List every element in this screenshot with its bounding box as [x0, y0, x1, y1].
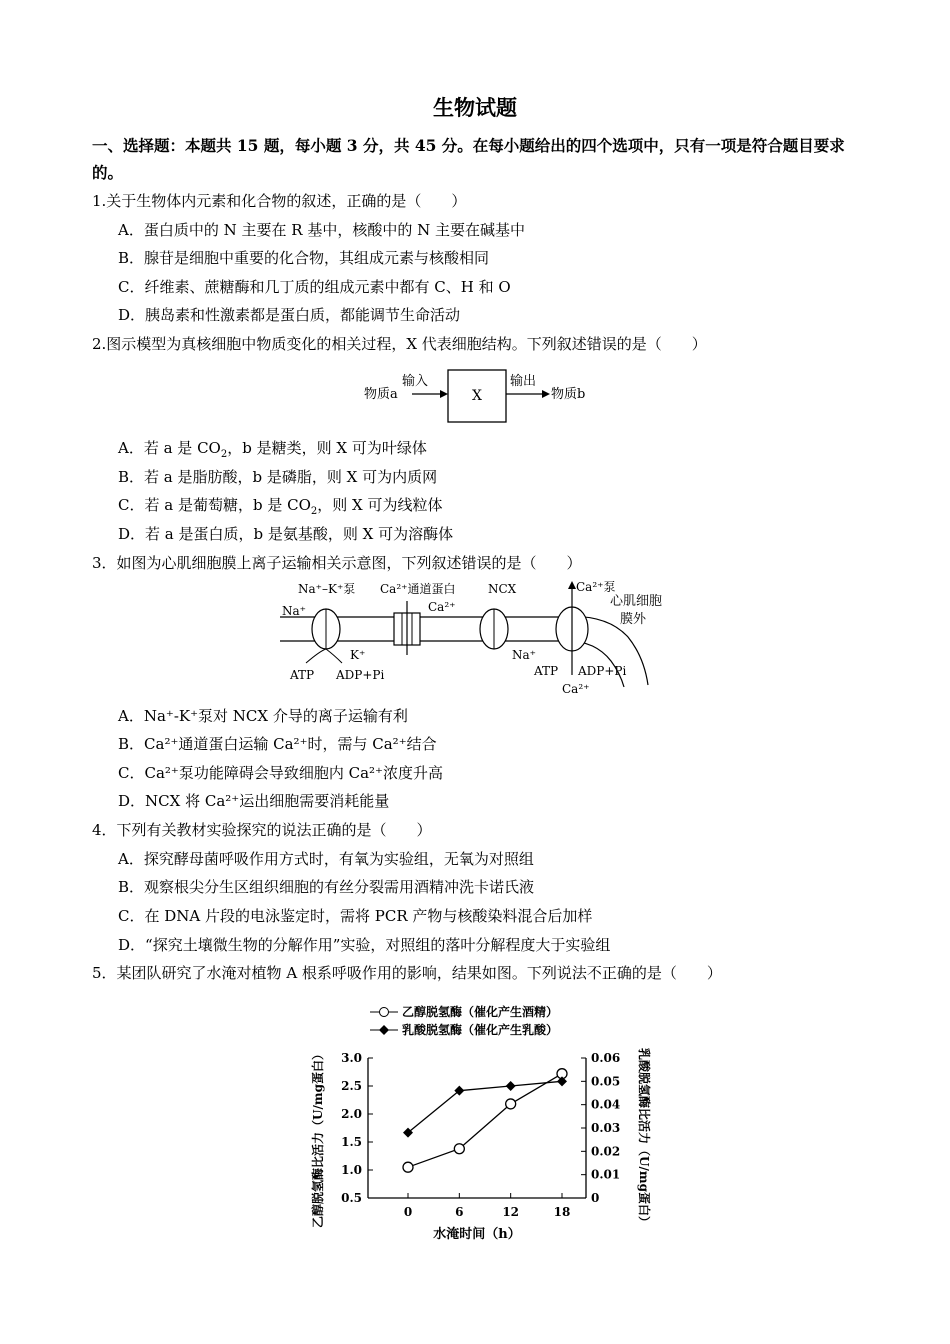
substance-b-label: 物质b: [551, 387, 586, 402]
outside-label-2: 膜外: [620, 612, 647, 627]
x-axis-label: 水淹时间（h）: [433, 1227, 521, 1242]
question-3-option-a: A．Na⁺-K⁺泵对 NCX 介导的离子运输有利: [118, 707, 408, 725]
x-tick-label: 18: [553, 1205, 571, 1219]
y-tick-label-right: 0.03: [591, 1121, 621, 1135]
enzyme-activity-chart: [300, 1000, 660, 1250]
question-2-option-a: A．若 a 是 $CO_2$，b 是糖类，则 X 可为叶绿体: [118, 439, 427, 460]
data-point-lactate: [506, 1081, 516, 1091]
data-point-ethanol: [454, 1144, 464, 1154]
outside-label-1: 心肌细胞: [610, 594, 663, 609]
x-tick-label: 6: [455, 1205, 464, 1219]
ncx-label: NCX: [488, 582, 517, 596]
atp-1-label: ATP: [290, 668, 315, 682]
y-tick-label-right: 0.05: [591, 1074, 621, 1089]
page-title: 生物试题: [433, 95, 517, 120]
y-axis-label-left: 乙醇脱氢酶比活力（U/mg蛋白）: [311, 1048, 325, 1228]
y-tick-label-left: 1.5: [341, 1135, 362, 1149]
legend-label-ethanol: 乙醇脱氢酶（催化产生酒精）: [402, 1005, 559, 1019]
chart-axes: [341, 1051, 620, 1219]
x-tick-label: 0: [403, 1205, 413, 1219]
question-4-option-b: B．观察根尖分生区组织细胞的有丝分裂需用酒精冲洗卡诺氏液: [118, 878, 535, 896]
ca-pump-arrowhead: [568, 581, 576, 589]
process-diagram: [360, 368, 600, 424]
question-1-option-c: C．纤维素、蔗糖酶和几丁质的组成元素中都有 C、H 和 O: [118, 278, 511, 296]
input-arrowhead: [440, 390, 448, 398]
y-tick-label-left: 0.5: [341, 1191, 362, 1205]
question-5-stem: 5．某团队研究了水淹对植物 A 根系呼吸作用的影响，结果如图。下列说法不正确的是（ ）: [92, 964, 722, 982]
y-tick-label-left: 2.5: [341, 1079, 362, 1093]
ca-channel-ion-label: Ca²⁺: [428, 600, 456, 614]
ion-transport-diagram: [276, 575, 666, 701]
question-1-option-a: A．蛋白质中的 N 主要在 R 基中，核酸中的 N 主要在碱基中: [118, 221, 525, 239]
y-tick-label-right: 0: [591, 1191, 600, 1205]
na-k-pump-label: Na⁺–K⁺泵: [298, 582, 356, 596]
question-3-option-d: D．NCX 将 Ca²⁺运出细胞需要消耗能量: [118, 792, 390, 810]
question-2-option-c: C．若 a 是葡萄糖，b 是 $CO_2$，则 X 可为线粒体: [118, 496, 443, 517]
atp-2-label: ATP: [534, 664, 559, 678]
structure-x-label: X: [472, 388, 482, 404]
question-1-stem: 1.关于生物体内元素和化合物的叙述，正确的是（ ）: [92, 192, 467, 210]
data-point-ethanol: [506, 1099, 516, 1109]
ca-channel-label: Ca²⁺通道蛋白: [380, 582, 456, 596]
na-in-label: Na⁺: [282, 604, 306, 618]
y-axis-label-right: 乳酸脱氢酶比活力（U/mg蛋白）: [637, 1048, 651, 1228]
x-tick-label: 12: [502, 1205, 520, 1219]
question-3-stem: 3．如图为心肌细胞膜上离子运输相关示意图，下列叙述错误的是（ ）: [92, 554, 582, 572]
ca-pump-ion-label: Ca²⁺: [562, 682, 590, 696]
output-arrowhead: [542, 390, 550, 398]
y-tick-label-left: 2.0: [341, 1107, 362, 1121]
y-tick-label-right: 0.01: [591, 1167, 621, 1182]
y-tick-label-left: 1.0: [341, 1163, 362, 1177]
series-line-lactate: [408, 1081, 562, 1132]
chart-marks: [403, 1069, 567, 1173]
adp-2-label: ADP+Pi: [578, 664, 627, 678]
question-4-option-c: C．在 DNA 片段的电泳鉴定时，需将 PCR 产物与核酸染料混合后加样: [118, 907, 593, 925]
y-tick-label-left: 3.0: [341, 1051, 362, 1065]
y-tick-label-right: 0.04: [591, 1097, 621, 1112]
question-2-option-b: B．若 a 是脂肪酸，b 是磷脂，则 X 可为内质网: [118, 468, 438, 486]
question-3-option-c: C．Ca²⁺泵功能障碍会导致细胞内 Ca²⁺浓度升高: [118, 764, 443, 782]
question-3-option-b: B．Ca²⁺通道蛋白运输 Ca²⁺时，需与 Ca²⁺结合: [118, 735, 437, 753]
question-2-stem: 2.图示模型为真核细胞中物质变化的相关过程，X 代表细胞结构。下列叙述错误的是（ ）: [92, 335, 707, 353]
question-4-option-a: A．探究酵母菌呼吸作用方式时，有氧为实验组，无氧为对照组: [118, 850, 534, 868]
output-label: 输出: [510, 374, 537, 389]
k-label: K⁺: [350, 648, 366, 662]
chart-legend: [370, 1004, 558, 1037]
question-1-option-d: D．胰岛素和性激素都是蛋白质，都能调节生命活动: [118, 306, 461, 324]
section-heading: 一、选择题：本题共 15 题，每小题 3 分，共 45 分。在每小题给出的四个选项中，只有一项是符合题目要求的。: [92, 136, 845, 182]
question-4-option-d: D．“探究土壤微生物的分解作用”实验，对照组的落叶分解程度大于实验组: [118, 936, 611, 954]
question-1-option-b: B．腺苷是细胞中重要的化合物，其组成元素与核酸相同: [118, 249, 490, 267]
question-4-stem: 4．下列有关教材实验探究的说法正确的是（ ）: [92, 821, 432, 839]
adp-1-arrow: [326, 649, 342, 663]
input-label: 输入: [402, 374, 429, 389]
adp-1-label: ADP+Pi: [336, 668, 385, 682]
data-point-ethanol: [403, 1162, 413, 1172]
y-tick-label-right: 0.02: [591, 1144, 621, 1159]
question-2-option-d: D．若 a 是蛋白质，b 是氨基酸，则 X 可为溶酶体: [118, 525, 454, 543]
substance-a-label: 物质a: [364, 387, 398, 402]
atp-1-arrow: [306, 649, 326, 663]
y-tick-label-right: 0.06: [591, 1051, 621, 1065]
legend-label-lactate: 乳酸脱氢酶（催化产生乳酸）: [402, 1023, 559, 1037]
ca-pump-label: Ca²⁺泵: [576, 580, 616, 594]
legend-marker-ethanol: [380, 1008, 389, 1017]
ncx-na-label: Na⁺: [512, 648, 536, 662]
legend-marker-lactate: [379, 1025, 389, 1035]
